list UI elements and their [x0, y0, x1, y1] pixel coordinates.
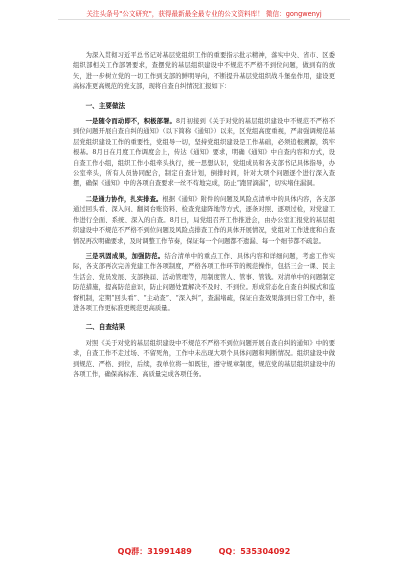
footer-contact	[0, 546, 408, 557]
header-rule	[58, 19, 350, 20]
banner-text: 关注头条号"公文研究"，获得最新最全最专业的公文资料库！ 微信：gongwenyj	[86, 10, 322, 18]
paragraph-3-body: 结合清单中的重点工作、具体内容和详细问题，考虑工作实际，各支部再次完善党建工作各项制度，严格各项工作环节的规范操作，包括三会一课、民主生活会、党员发展、支部换届、活动管理等，用制度管人、管事、管钱。对清单中的问题制定防范措施，提高防范意识，防止问题处置解决不及时、不到位。形成常态化自查自纠模式和监督机制，定期“回头看”、“主动查”、“深入纠”，查漏堵疏，保证自查效果落到日常工作中，推进各项工作更标准更规范更高质量。	[73, 252, 336, 312]
header-banner	[0, 8, 408, 18]
paragraph-3-lead: 三是巩固成果，加强防范。	[85, 252, 165, 260]
paragraph-4: 对照《关于对党的基层组织建设中不规范不严格不到位问题开展自查自纠的通知》中的要求，自查工作不走过场、不留死角，工作中未出现大项个具体问题和判断情况。组织建设中做到规范、严格、到位，后续，我单位将一如既往，遵守规章制度，规范党的基层组织建设中的各项工作，确保高标准、高质量完成各项任务。	[73, 339, 335, 378]
intro-paragraph: 为深入贯彻习近平总书记对基层党组织工作的重要指示批示精神，落实中央、省市、区委组织部相关工作部署要求，查摆党的基层组织建设中不规范不严格不到位问题，做到有的放矢，进一步树立党的一切工作到支部的鲜明导向，不断提升基层党组织战斗堡垒作用，建设更高标准更高规范的党支部，现将自查自纠情况汇报如下：	[73, 52, 335, 91]
paragraph-1-lead: 一是随令而动即不，积极部署。	[85, 118, 177, 126]
footer-qq-group: QQ群：31991489	[117, 547, 192, 556]
paragraph-3	[73, 252, 335, 314]
paragraph-1	[73, 117, 335, 190]
paragraph-2-body: 根据《通知》附件的问题及风险点清单中的具体内容，各支部通过回头看、深入问、翻阅台账资料、检查党建阵地等方式，逐条对照、逐项过检，对党建工作进行全面、系统、深入的自查。8月日，局党组召开工作推进会，由办公室汇报党的基层组织建设中不规范不严格不到位问题及风险点排查工作的具体开展情况，党组对工作进度和自查情况再次明确要求，及时调整工作节奏，保证每一个问题都不遗漏、每一个细节都不疏忽。	[73, 195, 336, 245]
paragraph-2-lead: 二是通力协作，扎实排查。	[85, 195, 163, 203]
section-heading-results: 二、自查结果	[85, 323, 126, 332]
section-heading-main-practices: 一、主要做法	[85, 101, 126, 110]
document-body	[73, 51, 335, 380]
footer-qq: QQ：535304092	[218, 547, 291, 556]
paragraph-2	[73, 195, 335, 247]
paragraph-1-body: 8月初接到《关于对党的基层组织建设中不规范不严格不到位问题开展自查自纠的通知》（以下简称《通知》）以来，区党组高度重视，严肃强调规范基层党组织建设工作的重要性，党组导一切，坚持党组织建设是工作基础，必须追根溯源，筑牢根基。8月日在月度工作调度会上，传达《通知》要求，明确《通知》中自查内容和方式，设自查工作小组，组织工作小组牵头执行，统一思想认识，党组成员和各支部书记具体指导，办公室牵头，所有人员协同配合，制定自查计划，倒排时间，针对大项个问题逐个进行深入查摆，确保《通知》中的各项自查要求一丝不苟地完成，防止“跑冒滴漏”，切实堵住漏洞。	[73, 118, 336, 188]
